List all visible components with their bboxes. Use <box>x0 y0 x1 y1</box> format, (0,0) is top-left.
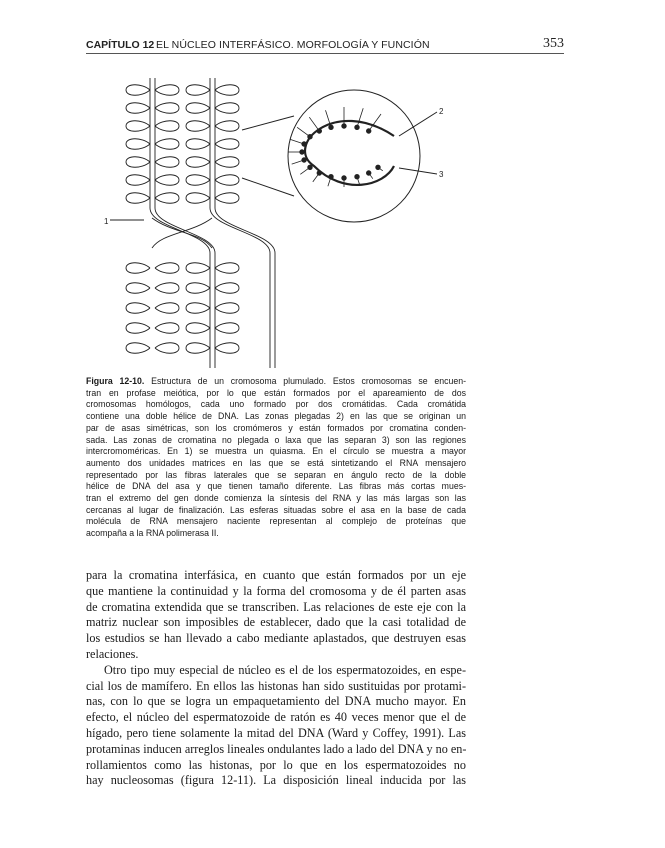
body-line: cial los de mamífero. En ellos las histonas han sido sustituidas por protami- <box>86 678 466 693</box>
chromatin-loop <box>155 175 179 186</box>
rna-fibril <box>309 117 319 131</box>
caption-line: par de asas simétricas, son los cromómeros y están formados por cromatina conden- <box>86 422 466 433</box>
caption-line: aumento dos unidades matrices en las que se está sintetizando el RNA mensajero <box>86 457 466 468</box>
chromatin-loop <box>155 121 179 132</box>
chromatin-loop <box>126 343 150 354</box>
chromatin-loop <box>186 323 210 334</box>
chromatin-loop <box>126 303 150 314</box>
chromatin-loop <box>155 303 179 314</box>
body-line: de cromatina extendida que se transcriben. Las relaciones de este eje con la <box>86 599 466 614</box>
chromatin-loop <box>186 121 210 132</box>
rnp-sphere <box>355 125 359 129</box>
chromatin-loop <box>126 193 150 204</box>
caption-line: Estructura de un cromosoma plumulado. Estos cromosomas se encuen- <box>151 376 466 386</box>
chromatin-loop <box>155 85 179 96</box>
callout-line <box>242 178 294 196</box>
zoom-circle <box>288 90 420 222</box>
header-rule <box>86 53 564 54</box>
rnp-sphere <box>329 125 333 129</box>
body-line: protaminas inducen arreglos lineales ondulantes lado a lado del DNA y no en- <box>86 741 467 756</box>
chromatin-loop <box>215 121 239 132</box>
chromatin-loop <box>186 139 210 150</box>
chromatin-loop <box>126 175 150 186</box>
page-number: 353 <box>543 36 564 51</box>
chromatin-loop <box>186 157 210 168</box>
figure-label-3: 3 <box>439 170 444 179</box>
chromatin-loop <box>126 263 150 274</box>
caption-line: acompaña a la RNA polimerasa II. <box>86 528 219 539</box>
chromatin-loop <box>126 283 150 294</box>
rna-fibril <box>292 160 304 164</box>
chromatin-loop <box>155 343 179 354</box>
caption-line: sada. Las zonas de cromatina no plegada o laxa que las separan 3) son las regiones <box>86 434 466 445</box>
chiasma <box>152 218 212 248</box>
chromatin-loop <box>186 303 210 314</box>
callout-line <box>242 116 294 130</box>
chromatin-loop <box>126 323 150 334</box>
pointer-line <box>399 112 437 136</box>
figure-caption <box>86 376 466 540</box>
chromatin-loop <box>215 85 239 96</box>
figure-label-2: 2 <box>439 107 444 116</box>
chromatin-loop <box>155 103 179 114</box>
caption-line: hélice de DNA del asa y que tienen tamaño diferente. Las fibras más cortas mues- <box>86 481 466 492</box>
chromatin-loop <box>126 85 150 96</box>
chromosome-diagram <box>110 78 275 368</box>
chromatin-loop <box>155 157 179 168</box>
body-line: nas, con lo que se logra un empaquetamiento del DNA mucho mayor. En <box>86 694 466 709</box>
body-line: efecto, el núcleo del espermatozoide de ratón es 40 veces menor que el de <box>86 710 466 725</box>
chromatin-loop <box>186 283 210 294</box>
body-line: relaciones. <box>86 646 139 661</box>
body-text <box>86 568 466 789</box>
chromatid-axis <box>210 78 270 368</box>
chromatin-loop <box>215 283 239 294</box>
chapter-title: EL NÚCLEO INTERFÁSICO. MORFOLOGÍA Y FUNCIÓN <box>156 39 430 51</box>
chromatin-loop <box>126 157 150 168</box>
caption-line: molécula de RNA mensajero naciente representan al complejo de proteínas que <box>86 516 466 527</box>
chromatin-loop <box>186 85 210 96</box>
chromatin-loop <box>155 283 179 294</box>
chromatin-loop <box>215 139 239 150</box>
rna-fibril <box>357 108 363 127</box>
body-line: los estudios se han llevado a cabo mediante aplastados, que destruyen esas <box>86 631 466 646</box>
chromatin-loop <box>155 139 179 150</box>
figure-label-1: 1 <box>104 217 109 226</box>
rna-fibril <box>313 173 320 182</box>
caption-line: cercanas al lugar de finalización. Las esferas situadas sobre el asa en la base de cada <box>86 504 466 515</box>
chromatin-loop <box>215 175 239 186</box>
body-line: hay nucleosomas (figura 12-11). La disposición lineal inducida por las <box>86 773 466 788</box>
chromatin-loop <box>186 193 210 204</box>
zoom-callout <box>242 90 437 222</box>
chromatin-loop <box>215 157 239 168</box>
chromatin-loop <box>215 303 239 314</box>
chromatin-loop <box>215 263 239 274</box>
chromatin-loop <box>215 323 239 334</box>
chromatin-loop <box>215 343 239 354</box>
chromatin-loop <box>186 263 210 274</box>
caption-line: tran el extremo del gen donde comienza la síntesis del RNA y las más largas son las <box>86 493 466 504</box>
caption-line: cromosomas homólogos, cada uno formado por dos cromátidas. Cada cromátida <box>86 399 466 410</box>
body-line: matriz nuclear son imposibles de establecer, dado que la casi totalidad de <box>86 615 466 630</box>
body-line: que mantiene la continuidad y la forma del cromosoma y de él parten asas <box>86 583 466 598</box>
caption-line: tran en profase meiótica, por lo que están formados por el apareamiento de dos <box>86 387 466 398</box>
chromatin-loop <box>215 103 239 114</box>
chromatin-loop <box>126 121 150 132</box>
chromatin-loop <box>126 139 150 150</box>
chromatin-loop <box>155 263 179 274</box>
caption-line: representado por las fibras laterales que se separan en ángulo recto de la doble <box>86 469 466 480</box>
rna-fibril <box>290 139 304 144</box>
chromatin-loop <box>186 175 210 186</box>
chromatin-loop <box>155 323 179 334</box>
rna-fibril <box>300 167 310 174</box>
chromatin-loop <box>186 343 210 354</box>
body-line: hígado, pero tiene solamente la mitad del DNA (Ward y Coffey, 1991). Las <box>86 725 466 740</box>
caption-line: intercromoméricas. En 1) se muestra un quiasma. En el círculo se muestra a mayor <box>86 446 466 457</box>
chapter-number: CAPÍTULO 12 <box>86 39 155 51</box>
chiasma <box>152 218 212 248</box>
body-line: para la cromatina interfásica, en cuanto que están formados por un eje <box>86 568 466 582</box>
running-head <box>86 38 564 54</box>
chromatin-loop <box>215 193 239 204</box>
chromatin-loop <box>126 103 150 114</box>
rna-fibril <box>297 127 310 136</box>
chromatin-loop <box>155 193 179 204</box>
chromatin-loop <box>186 103 210 114</box>
caption-line: contiene una doble hélice de DNA. Las zonas plegadas 2) en las que se originan un <box>86 411 466 422</box>
body-line: Otro tipo muy especial de núcleo es el de los espermatozoides, en espe- <box>104 662 466 677</box>
body-line: rollamientos como las histonas, por lo que en los espermatozoides no <box>86 757 466 772</box>
figure-lampbrush-chromosome <box>92 68 482 370</box>
caption-label: Figura 12-10. <box>86 376 145 386</box>
